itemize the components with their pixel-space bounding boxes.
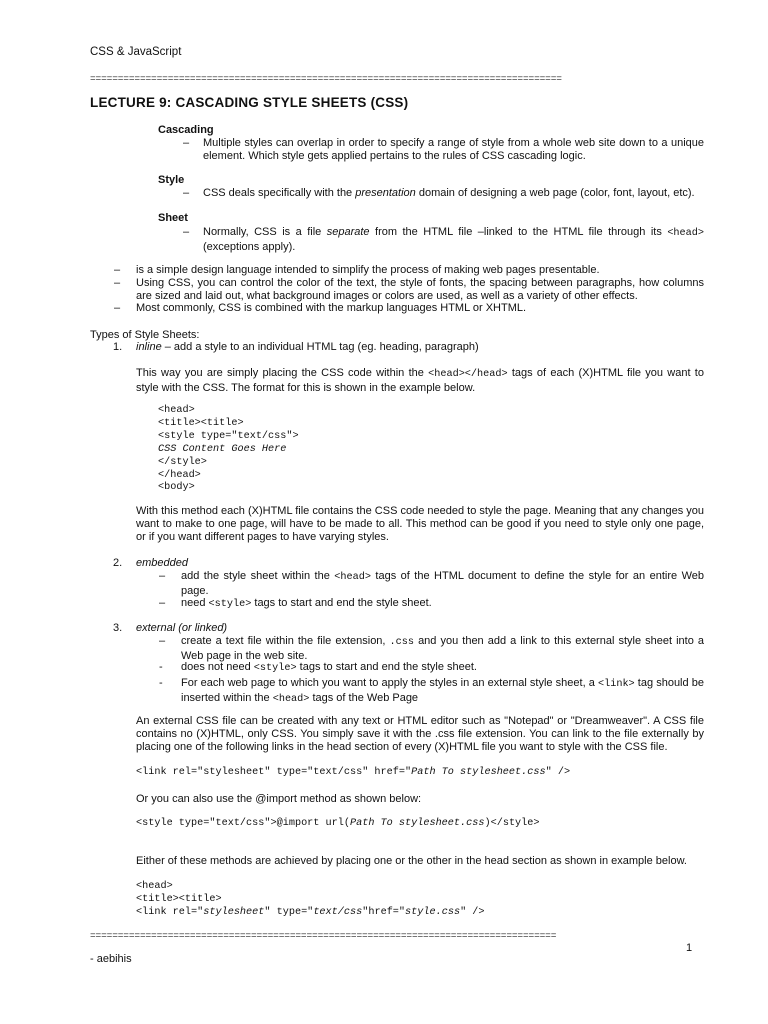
hyphen: -: [159, 661, 163, 673]
import-code: <style type="text/css">@import url(Path To stylesheet.css)</style>: [136, 818, 540, 829]
lecture-title: LECTURE 9: CASCADING STYLE SHEETS (CSS): [90, 95, 409, 110]
inline-after: With this method each (X)HTML file contains the CSS code needed to style the page. Meaning that any changes you want to make to one page, will have to be made to all. This method can be good if you need to style only one page, or if you want different pages to have varying styles.: [136, 505, 704, 543]
embedded-item-2: need <style> tags to start and end the style sheet.: [181, 597, 432, 610]
def-desc-style: CSS deals specifically with the presentation domain of designing a web page (color, font, layout, etc).: [203, 187, 695, 199]
external-item-1: create a text file within the file extension, .css and you then add a link to this external style sheet into a Web page in the web site.: [181, 635, 704, 662]
header-rule: =====================================================================================: [90, 73, 562, 84]
list-number: 3.: [113, 622, 123, 634]
bullet-2: Using CSS, you can control the color of the text, the style of fonts, the spacing between paragraphs, how columns are sized and laid out, what background images or colors are used, as well as a variety of other effects.: [136, 277, 704, 302]
dash: –: [183, 226, 190, 238]
dash: –: [159, 570, 166, 582]
inline-code-block: <head> <title><title> <style type="text/css"> CSS Content Goes Here </style> </head> <body>: [158, 405, 299, 494]
dash: –: [183, 187, 190, 199]
either-text: Either of these methods are achieved by placing one or the other in the head section as shown in example below.: [136, 855, 687, 867]
dash: –: [114, 277, 121, 289]
footer-rule: ====================================================================================: [90, 930, 557, 941]
def-term-cascading: Cascading: [158, 124, 214, 136]
header-title: CSS & JavaScript: [90, 46, 182, 58]
inline-para: This way you are simply placing the CSS code within the <head></head> tags of each (X)HTML file you want to style with the CSS. The format for this is shown in the example below.: [136, 367, 704, 394]
bullet-1: is a simple design language intended to simplify the process of making web pages presentable.: [136, 264, 600, 276]
dash: –: [114, 302, 121, 314]
list-number: 1.: [113, 341, 123, 353]
author: - aebihis: [90, 953, 132, 965]
link-code: <link rel="stylesheet" type="text/css" href="Path To stylesheet.css" />: [136, 767, 571, 778]
external-item-2: does not need <style> tags to start and end the style sheet.: [181, 661, 477, 674]
external-item-3: For each web page to which you want to apply the styles in an external style sheet, a <link> tag should be inserted within the <head> tags of the Web Page: [181, 677, 704, 705]
types-heading: Types of Style Sheets:: [90, 329, 200, 341]
dash: –: [159, 597, 166, 609]
def-term-sheet: Sheet: [158, 212, 188, 224]
def-desc-cascading: Multiple styles can overlap in order to specify a range of style from a whole web site down to a unique element. Which style gets applied pertains to the rules of CSS cascading logic.: [203, 137, 704, 162]
page-number: 1: [686, 942, 693, 954]
bullet-3: Most commonly, CSS is combined with the markup languages HTML or XHTML.: [136, 302, 527, 314]
list-number: 2.: [113, 557, 123, 569]
def-desc-sheet: Normally, CSS is a file separate from the HTML file –linked to the HTML file through its <head> (exceptions apply).: [203, 226, 704, 253]
external-para: An external CSS file can be created with any text or HTML editor such as "Notepad" or "Dreamweaver". A CSS file contains no (X)HTML, only CSS. You simply save it with the .css file extension. You can link to the file externally by placing one of the following links in the head section of every (X)HTML file you want to style with the CSS file.: [136, 715, 704, 753]
final-code-block: <head> <title><title> <link rel="stylesheet" type="text/css"href="style.css" />: [136, 881, 485, 918]
hyphen: -: [159, 677, 163, 689]
embedded-heading: embedded: [136, 557, 188, 569]
embedded-item-1: add the style sheet within the <head> tags of the HTML document to define the style for an entire Web page.: [181, 570, 704, 597]
def-term-style: Style: [158, 174, 185, 186]
external-heading: external (or linked): [136, 622, 228, 634]
import-text: Or you can also use the @import method as shown below:: [136, 793, 422, 805]
dash: –: [114, 264, 121, 276]
inline-heading: inline – add a style to an individual HTML tag (eg. heading, paragraph): [136, 341, 479, 353]
dash: –: [159, 635, 166, 647]
dash: –: [183, 137, 190, 149]
